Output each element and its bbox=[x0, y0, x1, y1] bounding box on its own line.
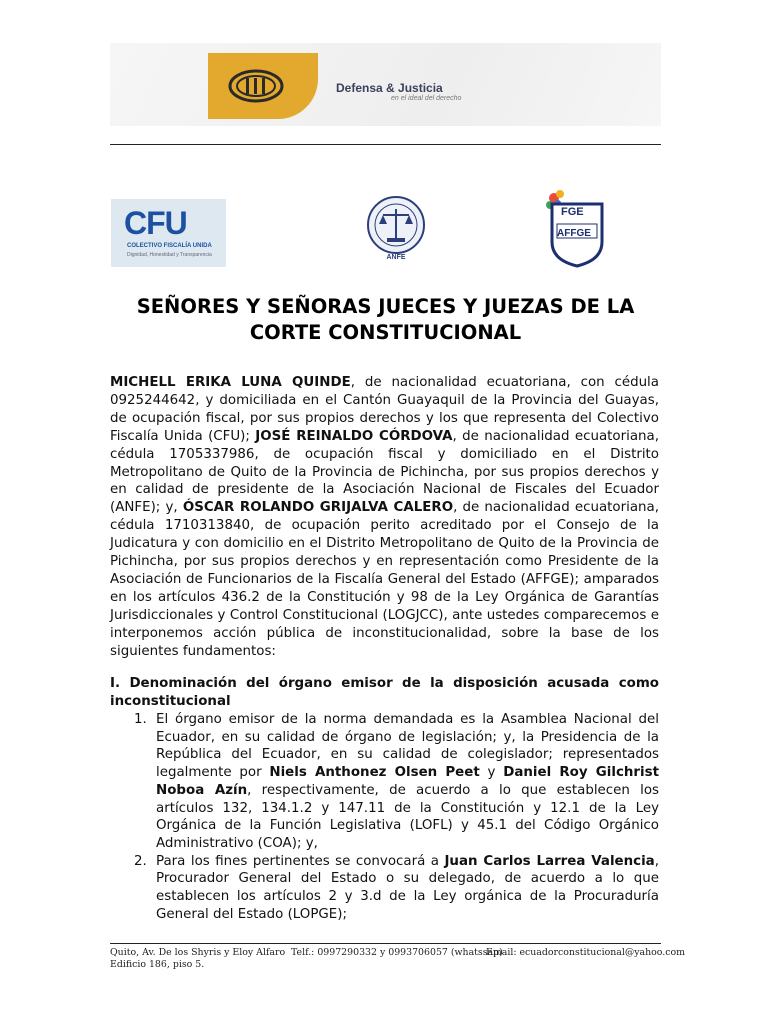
intro-text-3: , de nacionalidad ecuatoriana, cédula 1710313840, de ocupación perito acreditado por el Consejo de la Judicatura y con domicilio en el Distrito Metropolitano de Quito de la Provincia de Pichincha, por sus propios derechos y en representación como Presidente de la Asociación de Funcionarios de la Fiscalía General del Estado (AFFGE); amparados en los artículos 436.2 de la Constitución y 98 de la Ley Orgánica de Garantías Jurisdiccionales y Control Constitucional (LOGJCC), ante ustedes comparecemos e interponemos acción pública de inconstitucionalidad, sobre la base de los siguientes fundamentos: bbox=[110, 500, 660, 659]
section-list bbox=[134, 711, 659, 923]
intro-paragraph bbox=[110, 374, 659, 661]
representative-name: Niels Anthonez Olsen Peet bbox=[269, 765, 480, 781]
affge-logo bbox=[544, 190, 608, 268]
header-rule bbox=[110, 144, 661, 145]
list-item-text: , respectivamente, de acuerdo a lo que establecen los artículos 132, 134.1.2 y 147.11 de la Constitución y 12.1 de la Ley Orgánica de la Función Legislativa (LOFL) y 45.1 del Código Orgánico Administrativo (COA); y, bbox=[156, 782, 659, 851]
petitioner-name-1: MICHELL ERIKA LUNA QUINDE bbox=[110, 375, 351, 390]
title-line-2: CORTE CONSTITUCIONAL bbox=[249, 321, 522, 344]
representative-name: Daniel Roy Gilchrist Noboa Azín bbox=[156, 765, 659, 798]
list-item bbox=[134, 853, 659, 924]
list-item-number: 1. bbox=[134, 712, 147, 727]
list-item-text: El órgano emisor de la norma demandada es la Asamblea Nacional del Ecuador, en su calidad de órgano de legislación; y, la Presidencia de la República del Ecuador, en su calidad de colegislador; representados legalmente por bbox=[156, 712, 659, 781]
petitioner-name-2: JOSÉ REINALDO CÓRDOVA bbox=[255, 428, 453, 444]
footer-rule bbox=[110, 943, 661, 944]
anfe-seal-icon bbox=[353, 194, 439, 256]
anfe-logo bbox=[353, 194, 439, 268]
footer-phone: Telf.: 0997290332 y 0993706057 (whatssap) bbox=[291, 947, 503, 958]
list-item bbox=[134, 711, 659, 853]
cfu-logo-text: CFU bbox=[124, 205, 187, 241]
fge-logo-text: FGE bbox=[561, 206, 584, 218]
cfu-logo-motto: Dignidad, Honestidad y Transparencia bbox=[127, 252, 212, 258]
footer bbox=[110, 947, 686, 970]
intro-text-1: , de nacionalidad ecuatoriana, con cédula 0925244642, y domiciliada en el Cantón Guayaquil de la Provincia del Guayas, de ocupación fiscal, por sus propios derechos y los que representa del Colectivo Fiscalía Unida (CFU); bbox=[110, 375, 659, 444]
document-title bbox=[110, 294, 661, 346]
brand-tagline: en el ideal del derecho bbox=[391, 95, 462, 102]
intro-text-2: , de nacionalidad ecuatoriana, cédula 1705337986, de ocupación fiscal y domiciliado en el Distrito Metropolitano de Quito de la Provincia de Pichincha, por sus propios derechos y en calidad de presidente de la Asociación Nacional de Fiscales del Ecuador (ANFE); y, bbox=[110, 428, 659, 516]
header-banner bbox=[110, 43, 661, 126]
affge-logo-text: AFFGE bbox=[557, 228, 591, 239]
anfe-logo-label: ANFE bbox=[386, 254, 406, 261]
footer-email: Email: ecuadorconstitucional@yahoo.com bbox=[486, 947, 686, 958]
title-line-1: SEÑORES Y SEÑORAS JUECES Y JUEZAS DE LA bbox=[136, 295, 635, 318]
cfu-logo-subtitle: COLECTIVO FISCALÍA UNIDA bbox=[127, 243, 212, 249]
petitioner-name-3: ÓSCAR ROLANDO GRIJALVA CALERO bbox=[182, 500, 454, 516]
footer-address-line-2: Edificio 186, piso 5. bbox=[110, 958, 205, 970]
section-heading: I. Denominación del órgano emisor de la disposición acusada como inconstitucional bbox=[110, 676, 659, 709]
list-item-text: , Procurador General del Estado o su delegado, de acuerdo a lo que establecen los artículos 2 y 3.d de la Ley orgánica de la Procuraduría General del Estado (LOPGE); bbox=[156, 853, 659, 922]
list-item-number: 2. bbox=[134, 853, 147, 869]
footer-address-line-1: Quito, Av. De los Shyris y Eloy Alfaro bbox=[110, 947, 286, 958]
list-item-text: Para los fines pertinentes se convocará a bbox=[156, 853, 445, 869]
list-item-text: y bbox=[479, 765, 504, 781]
brand-name: Defensa & Justicia bbox=[336, 81, 443, 95]
columns-logo-icon bbox=[228, 69, 284, 103]
representative-name: Juan Carlos Larrea Valencia bbox=[444, 853, 655, 869]
cfu-logo bbox=[111, 199, 226, 267]
